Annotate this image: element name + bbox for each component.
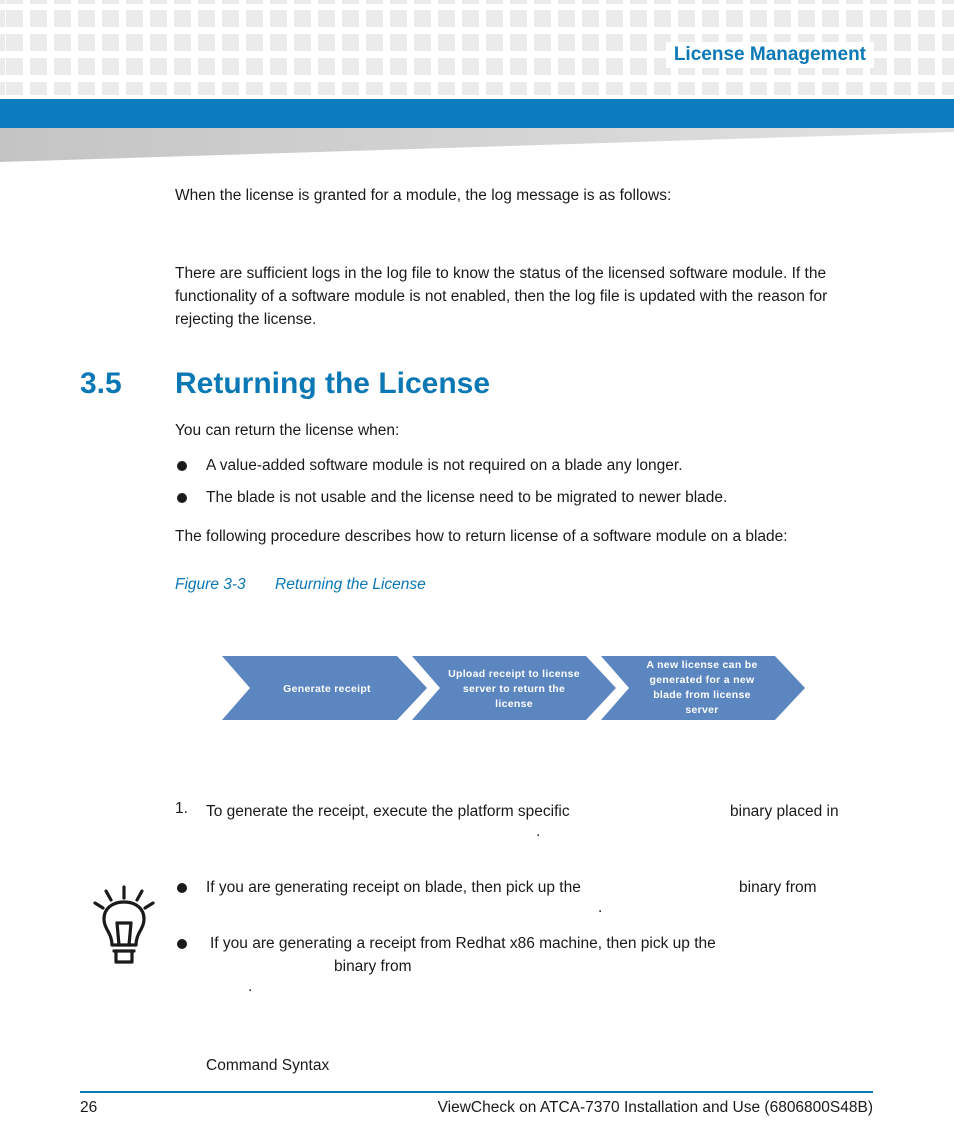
figure-title: Returning the License [275,576,426,593]
section-title: Returning the License [175,367,491,400]
command-syntax-label: Command Syntax [206,1057,330,1074]
procedure-intro: The following procedure describes how to return license of a software module on a blade: [175,528,788,545]
tip-bullet-2-text: If you are generating a receipt from Redhat x86 machine, then pick up the [210,935,716,952]
tip-bullet-1-text: If you are generating receipt on blade, then pick up the [206,879,581,896]
header-grey-wedge [0,128,954,164]
flow-step-3-label: A new license can be generated for a new blade from license server [646,659,758,716]
bullet-dot [177,883,187,893]
flow-step-1-label: Generate receipt [283,682,371,695]
bullet-item-1: A value-added software module is not required on a blade any longer. [206,457,683,474]
step-number: 1. [175,800,188,817]
section-lead: You can return the license when: [175,422,400,439]
tip-bullet-2-line2: binary from [334,958,412,975]
bullet-dot [177,939,187,949]
figure-caption [175,576,426,594]
bullet-item-2: The blade is not usable and the license need to be migrated to newer blade. [206,489,728,506]
logs-paragraph: There are sufficient logs in the log file to know the status of the licensed software module. If the functionality of a software module is not enabled, then the log file is updated with the reason for rejecting the license. [175,265,828,328]
header-section-title: License Management [666,42,874,68]
header-blue-band [0,99,954,128]
tip-bullet-1-period: . [598,899,603,916]
footer-doc-title: ViewCheck on ATCA-7370 Installation and Use (6806800S48B) [437,1099,873,1116]
bullet-dot [177,461,187,471]
section-number: 3.5 [80,367,122,400]
granted-paragraph: When the license is granted for a module, the log message is as follows: [175,187,672,204]
step-1-period: . [536,823,541,840]
lightbulb-icon [92,885,156,967]
bullet-dot [177,493,187,503]
step-1-text: To generate the receipt, execute the platform specific [206,803,570,820]
tip-bullet-1-after: binary from [739,879,817,896]
flow-step-2-label: Upload receipt to license server to return the license [448,667,580,710]
figure-label: Figure 3-3 [175,576,246,593]
footer-rule [80,1091,873,1093]
tip-bullet-2-period: . [248,978,253,995]
step-1-text-after: binary placed in [730,803,839,820]
footer-page-number: 26 [80,1099,98,1116]
